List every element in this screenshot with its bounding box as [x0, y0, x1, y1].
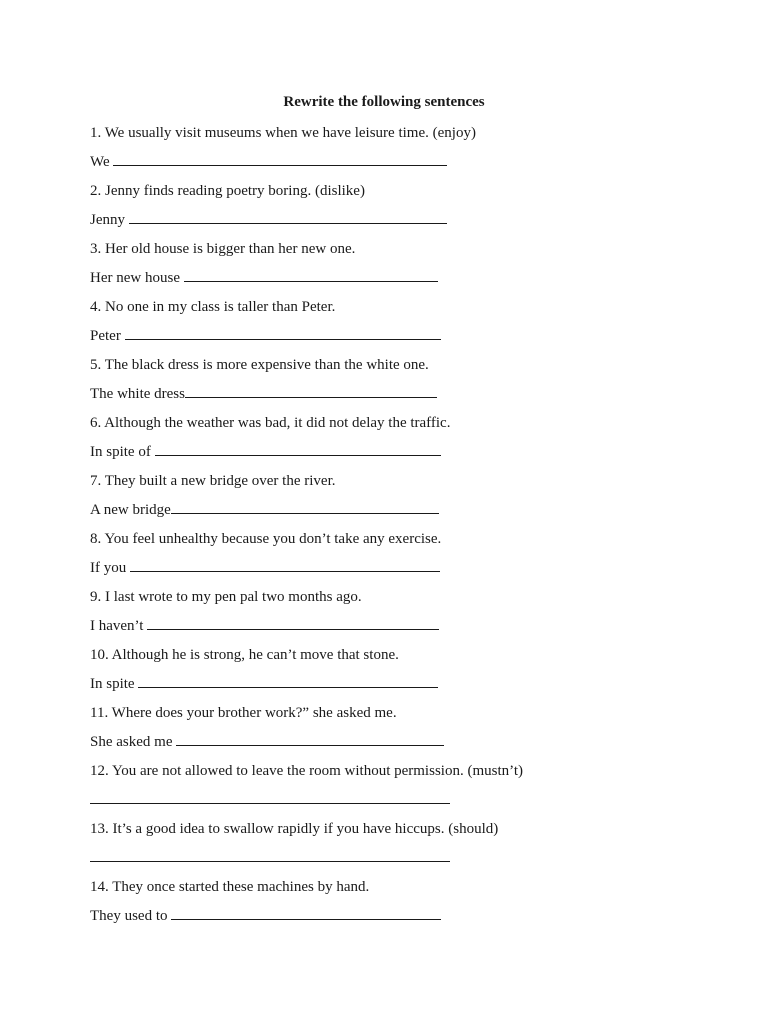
question-6: 6. Although the weather was bad, it did not delay the traffic.	[90, 415, 451, 431]
answer-line-5: The white dress	[90, 385, 437, 403]
answer-blank-1[interactable]	[113, 164, 447, 166]
question-13: 13. It’s a good idea to swallow rapidly if you have hiccups. (should)	[90, 821, 499, 837]
answer-line-6: In spite of	[90, 443, 441, 461]
answer-blank-10[interactable]	[138, 686, 438, 688]
question-1: 1. We usually visit museums when we have leisure time. (enjoy)	[90, 125, 476, 141]
answer-line-10: In spite	[90, 675, 438, 693]
answer-line-8: If you	[90, 559, 440, 577]
answer-line-12	[90, 791, 450, 809]
answer-line-9: I haven’t	[90, 617, 439, 635]
answer-line-14: They used to	[90, 907, 441, 925]
answer-blank-2[interactable]	[129, 222, 447, 224]
answer-line-11: She asked me	[90, 733, 444, 751]
answer-blank-11[interactable]	[176, 744, 444, 746]
question-10: 10. Although he is strong, he can’t move that stone.	[90, 647, 399, 663]
answer-line-3: Her new house	[90, 269, 438, 287]
question-11: 11. Where does your brother work?” she asked me.	[90, 705, 397, 721]
question-14: 14. They once started these machines by hand.	[90, 879, 370, 895]
answer-blank-9[interactable]	[147, 628, 439, 630]
answer-blank-14[interactable]	[171, 918, 441, 920]
answer-line-4: Peter	[90, 327, 441, 345]
answer-line-2: Jenny	[90, 211, 447, 229]
question-2: 2. Jenny finds reading poetry boring. (dislike)	[90, 183, 365, 199]
answer-blank-6[interactable]	[155, 454, 441, 456]
answer-blank-8[interactable]	[130, 570, 440, 572]
question-3: 3. Her old house is bigger than her new one.	[90, 241, 356, 257]
answer-blank-7[interactable]	[171, 512, 439, 514]
question-5: 5. The black dress is more expensive than the white one.	[90, 357, 429, 373]
answer-blank-13[interactable]	[90, 860, 450, 862]
answer-blank-5[interactable]	[185, 396, 437, 398]
answer-line-13	[90, 849, 450, 867]
question-7: 7. They built a new bridge over the river.	[90, 473, 336, 489]
answer-blank-12[interactable]	[90, 802, 450, 804]
question-9: 9. I last wrote to my pen pal two months ago.	[90, 589, 362, 605]
question-12: 12. You are not allowed to leave the room without permission. (mustn’t)	[90, 763, 524, 779]
answer-blank-3[interactable]	[184, 280, 438, 282]
answer-line-7: A new bridge	[90, 501, 439, 519]
question-4: 4. No one in my class is taller than Peter.	[90, 299, 336, 315]
answer-line-1: We	[90, 153, 447, 171]
question-8: 8. You feel unhealthy because you don’t take any exercise.	[90, 531, 442, 547]
answer-blank-4[interactable]	[125, 338, 441, 340]
worksheet-title: Rewrite the following sentences	[283, 94, 485, 110]
